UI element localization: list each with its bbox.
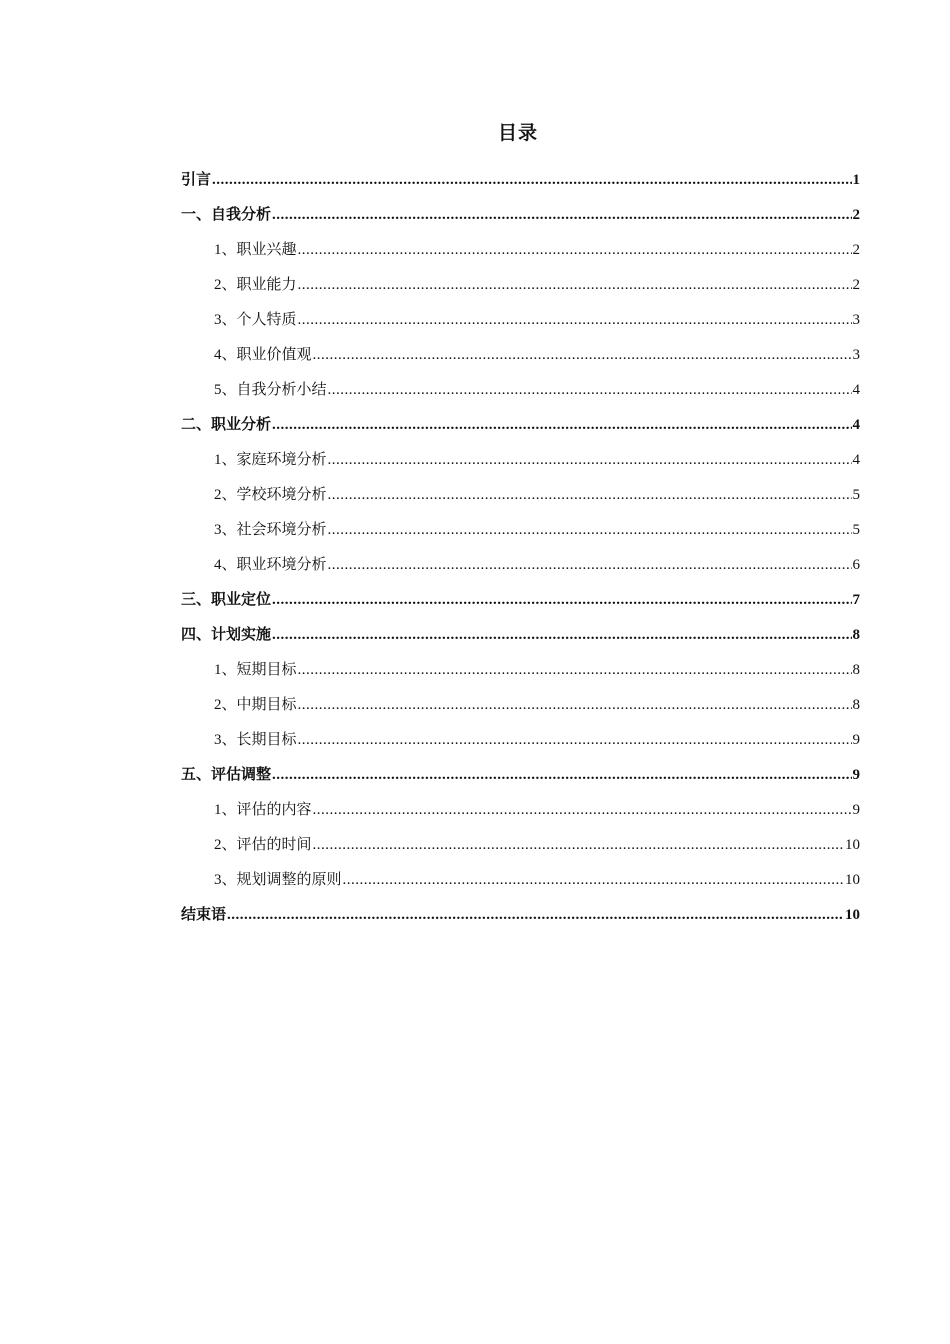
toc-entry-page-number: 10 bbox=[845, 872, 860, 888]
toc-leader-dots bbox=[328, 485, 852, 505]
toc-leader-dots bbox=[272, 765, 851, 785]
toc-entry-page-number: 5 bbox=[852, 522, 860, 538]
toc-entry-subsection[interactable] bbox=[181, 475, 860, 510]
toc-leader-dots bbox=[272, 415, 851, 435]
toc-entry-subsection[interactable] bbox=[181, 265, 860, 300]
toc-entry-label: 2、职业能力 bbox=[214, 277, 297, 293]
toc-leader-dots bbox=[227, 905, 844, 925]
toc-leader-dots bbox=[272, 625, 851, 645]
toc-entry-label: 结束语 bbox=[181, 907, 227, 923]
toc-entry-label: 3、社会环境分析 bbox=[214, 522, 327, 538]
toc-entry-label: 5、自我分析小结 bbox=[214, 382, 327, 398]
toc-list bbox=[181, 160, 860, 930]
toc-entry-label: 3、个人特质 bbox=[214, 312, 297, 328]
toc-entry-label: 2、中期目标 bbox=[214, 697, 297, 713]
toc-leader-dots bbox=[272, 590, 851, 610]
toc-leader-dots bbox=[328, 555, 852, 575]
toc-entry-label: 1、评估的内容 bbox=[214, 802, 312, 818]
toc-entry-page-number: 9 bbox=[852, 802, 860, 818]
toc-entry-label: 2、学校环境分析 bbox=[214, 487, 327, 503]
toc-entry-page-number: 2 bbox=[852, 242, 860, 258]
toc-entry-subsection[interactable] bbox=[181, 860, 860, 895]
toc-entry-page-number: 8 bbox=[852, 697, 860, 713]
toc-entry-label: 四、计划实施 bbox=[181, 627, 272, 643]
toc-entry-page-number: 8 bbox=[852, 627, 860, 643]
toc-entry-label: 引言 bbox=[181, 172, 212, 188]
toc-title: 目录 bbox=[497, 123, 538, 144]
toc-leader-dots bbox=[298, 275, 852, 295]
toc-entry-subsection[interactable] bbox=[181, 790, 860, 825]
toc-entry-label: 1、职业兴趣 bbox=[214, 242, 297, 258]
toc-leader-dots bbox=[298, 660, 852, 680]
toc-entry-subsection[interactable] bbox=[181, 545, 860, 580]
toc-leader-dots bbox=[298, 310, 852, 330]
toc-entry-section[interactable] bbox=[181, 615, 860, 650]
toc-entry-page-number: 5 bbox=[852, 487, 860, 503]
toc-leader-dots bbox=[328, 520, 852, 540]
toc-entry-page-number: 4 bbox=[852, 452, 860, 468]
toc-entry-subsection[interactable] bbox=[181, 335, 860, 370]
toc-leader-dots bbox=[328, 450, 852, 470]
toc-entry-label: 二、职业分析 bbox=[181, 417, 272, 433]
toc-entry-subsection[interactable] bbox=[181, 685, 860, 720]
toc-entry-label: 3、规划调整的原则 bbox=[214, 872, 342, 888]
toc-entry-page-number: 8 bbox=[852, 662, 860, 678]
toc-entry-label: 1、短期目标 bbox=[214, 662, 297, 678]
toc-entry-subsection[interactable] bbox=[181, 440, 860, 475]
toc-leader-dots bbox=[313, 800, 852, 820]
toc-entry-section[interactable] bbox=[181, 895, 860, 930]
toc-leader-dots bbox=[328, 380, 852, 400]
toc-leader-dots bbox=[343, 870, 844, 890]
toc-entry-label: 4、职业价值观 bbox=[214, 347, 312, 363]
toc-entry-label: 2、评估的时间 bbox=[214, 837, 312, 853]
toc-entry-page-number: 9 bbox=[852, 732, 860, 748]
toc-entry-page-number: 4 bbox=[852, 417, 860, 433]
toc-entry-label: 4、职业环境分析 bbox=[214, 557, 327, 573]
toc-entry-label: 3、长期目标 bbox=[214, 732, 297, 748]
toc-entry-page-number: 2 bbox=[852, 207, 860, 223]
toc-entry-page-number: 10 bbox=[845, 837, 860, 853]
toc-entry-page-number: 9 bbox=[852, 767, 860, 783]
toc-entry-label: 五、评估调整 bbox=[181, 767, 272, 783]
toc-leader-dots bbox=[313, 345, 852, 365]
toc-leader-dots bbox=[298, 240, 852, 260]
toc-leader-dots bbox=[298, 695, 852, 715]
toc-leader-dots bbox=[272, 205, 851, 225]
toc-entry-page-number: 3 bbox=[852, 347, 860, 363]
toc-entry-subsection[interactable] bbox=[181, 370, 860, 405]
toc-entry-subsection[interactable] bbox=[181, 720, 860, 755]
toc-entry-page-number: 10 bbox=[845, 907, 860, 923]
toc-entry-page-number: 1 bbox=[852, 172, 860, 188]
toc-entry-subsection[interactable] bbox=[181, 825, 860, 860]
toc-entry-section[interactable] bbox=[181, 755, 860, 790]
toc-leader-dots bbox=[313, 835, 844, 855]
toc-entry-label: 1、家庭环境分析 bbox=[214, 452, 327, 468]
toc-leader-dots bbox=[298, 730, 852, 750]
toc-entry-label: 一、自我分析 bbox=[181, 207, 272, 223]
toc-entry-subsection[interactable] bbox=[181, 300, 860, 335]
toc-entry-section[interactable] bbox=[181, 195, 860, 230]
toc-entry-subsection[interactable] bbox=[181, 230, 860, 265]
toc-leader-dots bbox=[212, 170, 851, 190]
toc-entry-label: 三、职业定位 bbox=[181, 592, 272, 608]
toc-entry-page-number: 6 bbox=[852, 557, 860, 573]
toc-entry-section[interactable] bbox=[181, 580, 860, 615]
toc-entry-page-number: 3 bbox=[852, 312, 860, 328]
toc-entry-page-number: 2 bbox=[852, 277, 860, 293]
toc-entry-page-number: 7 bbox=[852, 592, 860, 608]
toc-entry-section[interactable] bbox=[181, 405, 860, 440]
toc-entry-subsection[interactable] bbox=[181, 510, 860, 545]
toc-entry-page-number: 4 bbox=[852, 382, 860, 398]
toc-entry-subsection[interactable] bbox=[181, 650, 860, 685]
toc-entry-section[interactable] bbox=[181, 160, 860, 195]
